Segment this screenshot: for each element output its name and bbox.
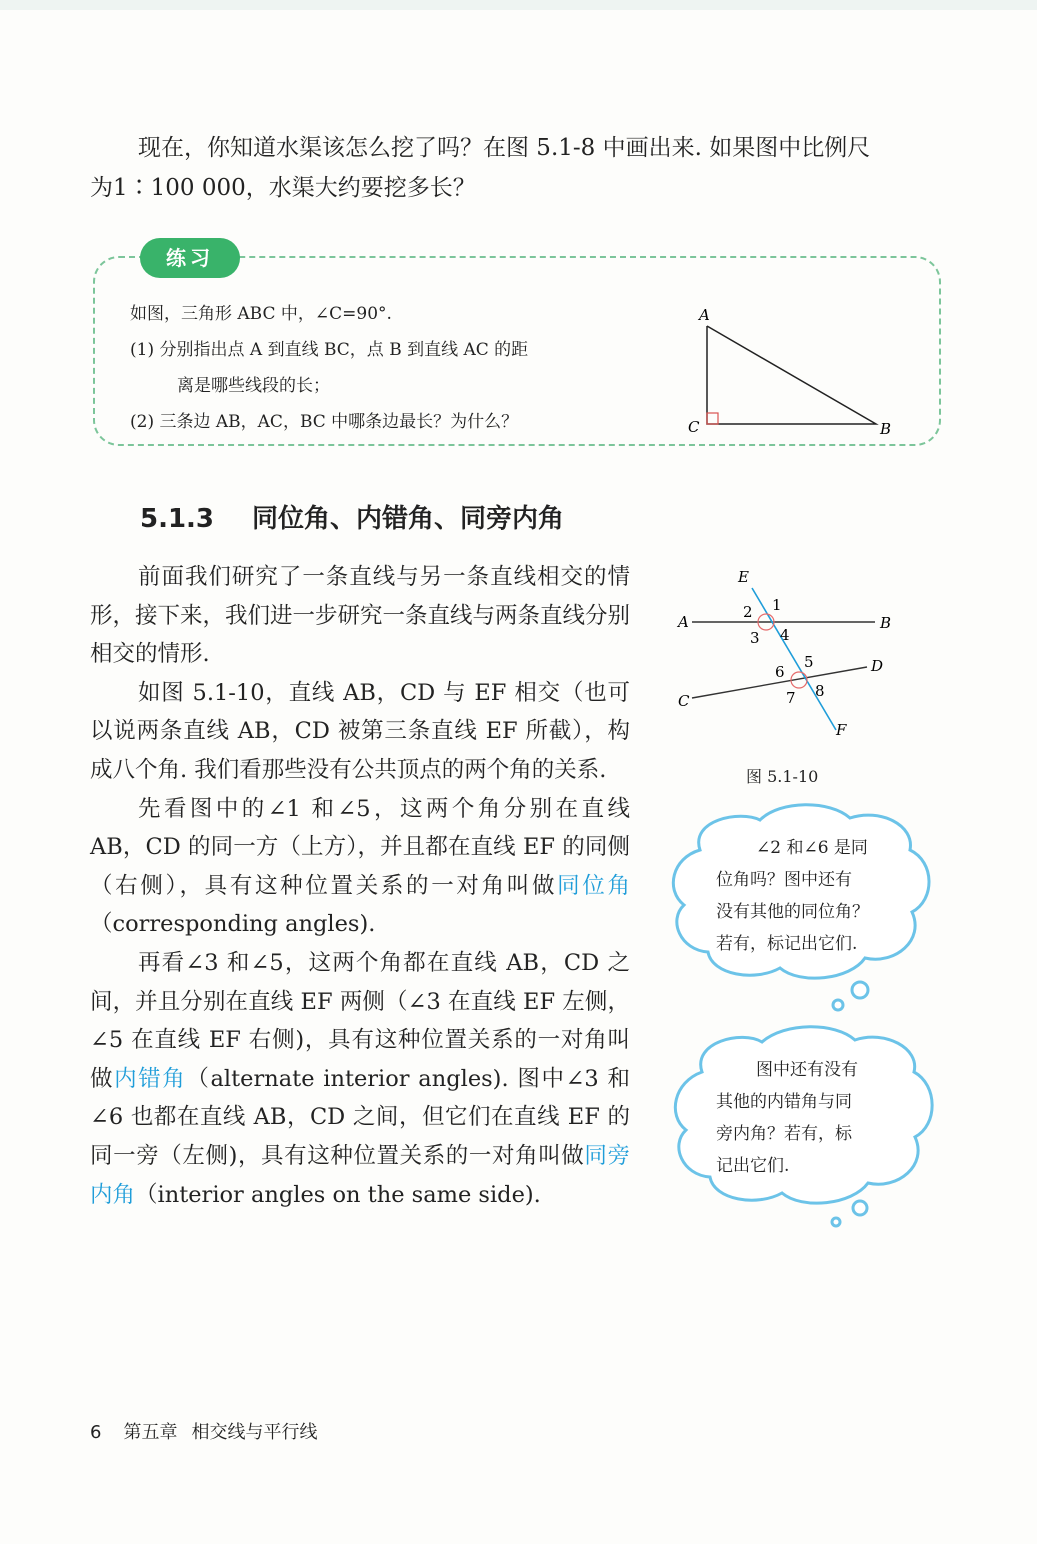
- term-same-side-interior-angles: 同旁内角: [90, 1142, 630, 1208]
- triangle-figure: [688, 306, 891, 438]
- chapter-title: 相交线与平行线: [191, 1422, 318, 1443]
- triangle-label-a: A: [699, 306, 710, 324]
- angle-label-2: 2: [743, 603, 753, 621]
- paragraph-1: 前面我们研究了一条直线与另一条直线相交的情形，接下来，我们进一步研究一条直线与两条直线分别相交的情形.: [90, 564, 631, 668]
- paragraph-3-english: （corresponding angles).: [90, 911, 376, 938]
- section-title: 同位角、内错角、同旁内角: [252, 504, 565, 534]
- paragraph-3-text: 先看图中的∠1 和∠5，这两个角分别在直线 AB，CD 的同一方（上方），并且都在直线 EF 的同侧（右侧），具有这种位置关系的一对角叫做: [90, 795, 630, 899]
- cloud-2-line-1: 图中还有没有: [756, 1060, 858, 1080]
- term-alternate-interior-angles: 内错角: [114, 1065, 187, 1092]
- exercise-line-4: (2) 三条边 AB，AC，BC 中哪条边最长？为什么？: [130, 412, 519, 432]
- figure-caption: 图 5.1-10: [746, 767, 819, 786]
- angle-label-8: 8: [815, 682, 825, 700]
- cloud-1-line-3: 没有其他的同位角？: [716, 902, 869, 922]
- line-ef: [752, 588, 836, 730]
- angle-label-1: 1: [772, 596, 782, 614]
- cloud-1-line-1: ∠2 和∠6 是同: [756, 838, 868, 858]
- page-footer: [90, 1418, 317, 1444]
- exercise-line-3: 离是哪些线段的长；: [177, 376, 330, 396]
- cloud-1-line-2: 位角吗？图中还有: [716, 870, 852, 890]
- fig-label-d: D: [871, 657, 884, 675]
- fig-label-c: C: [678, 692, 690, 710]
- paragraph-4-text-c: （interior angles on the same side).: [135, 1181, 541, 1208]
- chapter-label: 第五章: [123, 1422, 178, 1443]
- exercise-line-1: 如图，三角形 ABC 中，∠C=90°.: [130, 304, 392, 324]
- cloud-2-line-3: 旁内角？若有，标: [716, 1124, 852, 1144]
- cloud-1-line-4: 若有，标记出它们.: [716, 934, 858, 954]
- term-corresponding-angles: 同位角: [557, 872, 630, 899]
- fig-label-a: A: [678, 613, 689, 631]
- page-number: 6: [90, 1422, 102, 1443]
- intro-line-2: 为1∶100 000，水渠大约要挖多长？: [90, 175, 476, 201]
- triangle-label-b: B: [880, 420, 892, 438]
- section-number: 5.1.3: [140, 504, 215, 534]
- fig-label-e: E: [738, 568, 749, 586]
- exercise-line-2: (1) 分别指出点 A 到直线 BC，点 B 到直线 AC 的距: [130, 340, 529, 360]
- fig-label-b: B: [880, 614, 892, 632]
- angle-label-4: 4: [780, 626, 790, 644]
- paragraph-4-text-b: （alternate interior angles). 图中∠3 和∠6 也都在直线 AB，CD 之间，但它们在直线 EF 的同一旁（左侧)，具有这种位置关系的一对角叫做: [90, 1065, 630, 1169]
- cloud-2-line-2: 其他的内错角与同: [716, 1092, 852, 1112]
- cloud-2-line-4: 记出它们.: [716, 1156, 790, 1176]
- intro-line-1: 现在，你知道水渠该怎么挖了吗？在图 5.1-8 中画出来. 如果图中比例尺: [138, 135, 871, 161]
- cloud-2-text: [716, 1054, 900, 1182]
- right-angle-mark: [707, 413, 718, 424]
- figure-5-1-10: [676, 568, 891, 739]
- paragraph-2: 如图 5.1-10，直线 AB，CD 与 EF 相交（也可以说两条直线 AB，CD 被第三条直线 EF 所截），构成八个角. 我们看那些没有公共顶点的两个角的关系.: [90, 679, 630, 783]
- cloud-1-text: [716, 832, 900, 960]
- fig-label-f: F: [836, 721, 847, 739]
- angle-label-7: 7: [786, 689, 796, 707]
- angle-label-6: 6: [775, 663, 785, 681]
- angle-label-3: 3: [750, 629, 760, 647]
- paragraph-4-text-a: 再看∠3 和∠5，这两个角都在直线 AB，CD 之间，并且分别在直线 EF 两侧（∠3 在直线 EF 左侧，∠5 在直线 EF 右侧)，具有这种位置关系的一对角叫做: [90, 949, 630, 1092]
- angle-label-5: 5: [804, 653, 814, 671]
- exercise-tag: 练习: [140, 238, 240, 278]
- triangle-label-c: C: [688, 418, 700, 436]
